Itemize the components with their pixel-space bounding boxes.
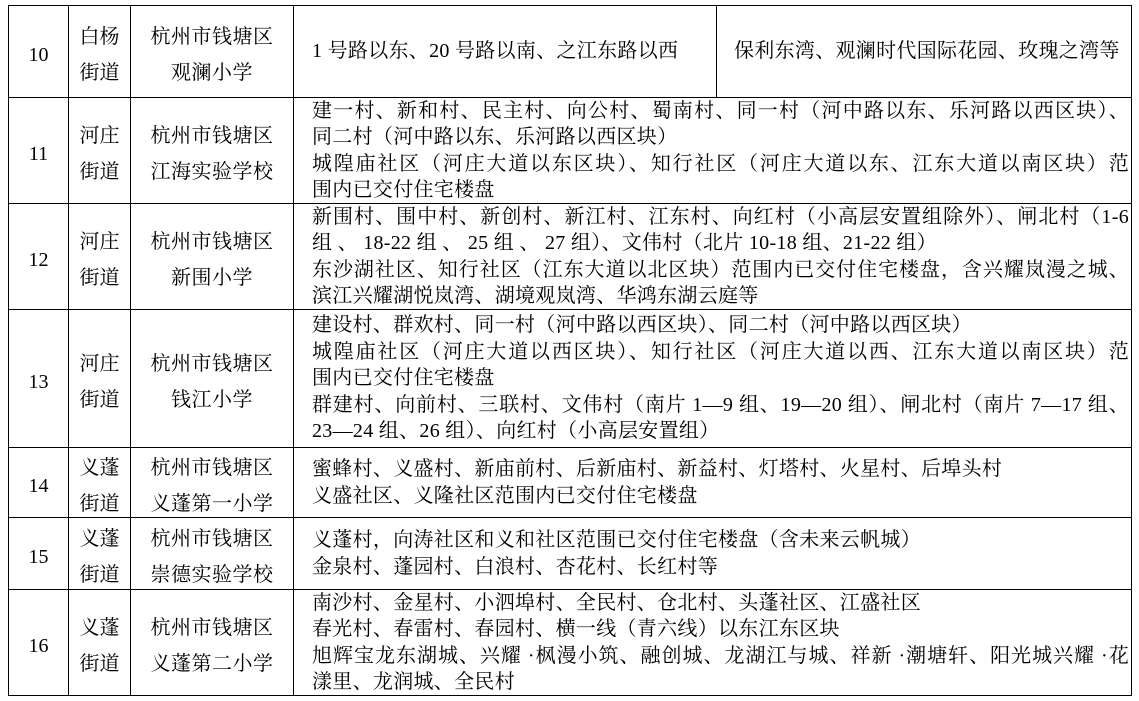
street-line: 义蓬 — [79, 616, 120, 639]
school-line: 杭州市钱塘区 — [150, 616, 274, 639]
scope-line: 蜜蜂村、义盛村、新庙前村、后新庙村、新益村、灯塔村、火星村、后埠头村 — [312, 458, 1003, 480]
table-row — [9, 448, 1132, 518]
estates-line: 保利东湾、观澜时代国际花园、玫瑰之湾等 — [734, 40, 1120, 63]
street-line: 街道 — [79, 160, 120, 183]
row-number-cell — [9, 98, 69, 203]
scope-cell — [294, 204, 1132, 309]
scope-cell — [294, 448, 1132, 517]
row-number: 10 — [28, 43, 49, 66]
row-number: 12 — [28, 248, 49, 271]
street-line: 义蓬 — [79, 456, 120, 479]
row-number-cell — [9, 518, 69, 589]
scope-line: 建设村、群欢村、同一村（河中路以西区块）、同二村（河中路以西区块） — [312, 314, 972, 337]
scope-line: 城隍庙社区（河庄大道以东区块）、知行社区（河庄大道以东、江东大道以南区块）范 — [312, 152, 1129, 175]
school-line: 钱江小学 — [171, 388, 253, 411]
scope-line: 春光村、春雷村、春园村、横一线（青六线）以东江东区块 — [312, 618, 840, 640]
street-line: 街道 — [79, 492, 120, 515]
scope-cell — [294, 590, 1132, 695]
street-line: 河庄 — [79, 124, 120, 147]
school-line: 新围小学 — [171, 266, 253, 289]
school-line: 杭州市钱塘区 — [150, 124, 274, 147]
row-number-cell — [9, 6, 69, 97]
scope-line: 1 号路以东、20 号路以南、之江东路以西 — [312, 40, 679, 63]
street-cell — [69, 518, 131, 589]
school-cell — [131, 590, 294, 695]
scope-cell — [294, 518, 1132, 589]
table-row — [9, 518, 1132, 590]
scope-line: 群建村、向前村、三联村、文伟村（南片 1—9 组、19—20 组）、闸北村（南片 7—17 组、 — [312, 393, 1129, 416]
scope-line: 围内已交付住宅楼盘 — [312, 367, 495, 390]
street-cell — [69, 6, 131, 97]
school-line: 杭州市钱塘区 — [150, 230, 274, 253]
table-row — [9, 204, 1132, 310]
school-line: 杭州市钱塘区 — [150, 527, 274, 550]
street-cell — [69, 590, 131, 695]
scope-line: 新围村、围中村、新创村、新江村、江东村、向红村（小高层安置组除外）、闸北村（1-6 — [312, 205, 1129, 228]
school-line: 义蓬第二小学 — [150, 652, 274, 675]
street-line: 河庄 — [79, 352, 120, 375]
scope-cell — [294, 98, 1132, 203]
scope-line: 23—24 组、26 组）、向红村（小高层安置组） — [312, 420, 720, 443]
scope-line: 东沙湖社区、知行社区（江东大道以北区块）范围内已交付住宅楼盘，含兴耀岚漫之城、 — [312, 258, 1129, 281]
scope-line: 漾里、龙润城、全民村 — [312, 671, 515, 693]
row-number: 16 — [28, 634, 49, 657]
street-line: 河庄 — [79, 230, 120, 253]
street-line: 街道 — [79, 266, 120, 289]
street-line: 街道 — [79, 652, 120, 675]
row-number-cell — [9, 204, 69, 309]
scope-line: 义蓬村，向涛社区和义和社区范围已交付住宅楼盘（含未来云帆城） — [312, 529, 921, 551]
scope-cell — [294, 310, 1132, 447]
scope-line: 城隍庙社区（河庄大道以西区块）、知行社区（河庄大道以西、江东大道以南区块）范 — [312, 340, 1129, 363]
school-cell — [131, 310, 294, 447]
school-cell — [131, 6, 294, 97]
table-row — [9, 98, 1132, 204]
street-line: 街道 — [79, 388, 120, 411]
row-number: 15 — [28, 545, 49, 568]
school-line: 观澜小学 — [171, 61, 253, 84]
street-cell — [69, 204, 131, 309]
row-number-cell — [9, 448, 69, 517]
scope-line: 滨江兴耀湖悦岚湾、湖境观岚湾、华鸿东湖云庭等 — [312, 285, 759, 307]
school-line: 杭州市钱塘区 — [150, 352, 274, 375]
street-line: 街道 — [79, 61, 120, 84]
row-number-cell — [9, 590, 69, 695]
table-row — [9, 6, 1132, 98]
school-line: 杭州市钱塘区 — [150, 25, 274, 48]
table-row — [9, 590, 1132, 696]
school-zone-table — [8, 5, 1132, 696]
scope-line: 旭辉宝龙东湖城、兴耀 ·枫漫小筑、融创城、龙湖江与城、祥新 ·潮塘轩、阳光城兴耀 ·花 — [312, 644, 1129, 667]
street-line: 义蓬 — [79, 527, 120, 550]
school-line: 江海实验学校 — [150, 160, 274, 183]
scope-line: 组 、 18-22 组 、 25 组 、 27 组）、文伟村（北片 10-18 组、21-22 组） — [312, 232, 937, 254]
street-line: 白杨 — [79, 25, 120, 48]
row-number: 11 — [28, 142, 49, 165]
estates-cell — [717, 6, 1132, 97]
school-cell — [131, 204, 294, 309]
school-line: 义蓬第一小学 — [150, 492, 274, 515]
scope-line: 南沙村、金星村、小泗埠村、全民村、仓北村、头蓬社区、江盛社区 — [312, 591, 921, 614]
row-number-cell — [9, 310, 69, 447]
scope-line: 同二村（河中路以东、乐河路以西区块） — [312, 126, 678, 148]
school-cell — [131, 98, 294, 203]
street-cell — [69, 448, 131, 517]
row-number: 14 — [28, 474, 49, 497]
scope-cell — [294, 6, 717, 97]
street-cell — [69, 310, 131, 447]
row-number: 13 — [28, 370, 49, 393]
scope-line: 建一村、新和村、民主村、向公村、蜀南村、同一村（河中路以东、乐河路以西区块）、 — [312, 99, 1129, 122]
scope-line: 金泉村、蓬园村、白浪村、杏花村、长红村等 — [312, 555, 718, 578]
school-line: 杭州市钱塘区 — [150, 456, 274, 479]
school-line: 崇德实验学校 — [150, 563, 274, 586]
school-cell — [131, 448, 294, 517]
street-line: 街道 — [79, 563, 120, 586]
scope-line: 义盛社区、义隆社区范围内已交付住宅楼盘 — [312, 484, 698, 507]
street-cell — [69, 98, 131, 203]
school-cell — [131, 518, 294, 589]
table-row — [9, 310, 1132, 448]
scope-line: 围内已交付住宅楼盘 — [312, 179, 495, 201]
